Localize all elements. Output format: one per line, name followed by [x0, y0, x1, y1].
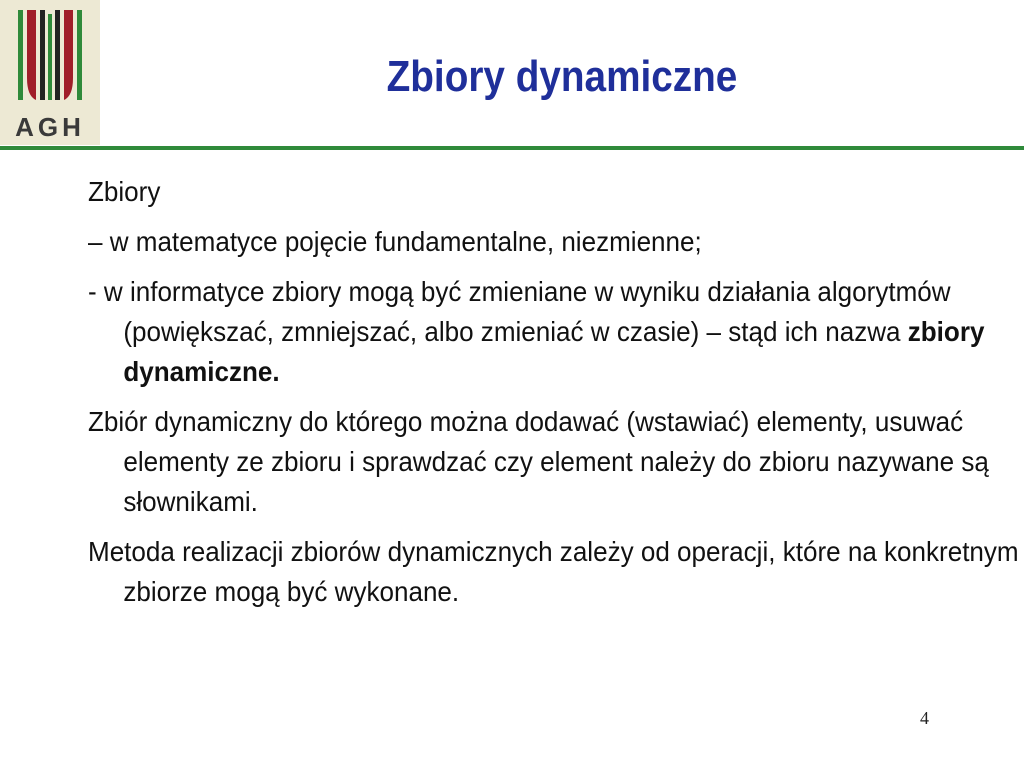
- paragraph-text: Metoda realizacji zbiorów dynamicznych zależy od operacji, które na konkretnym zbiorze mogą być wykonane.: [88, 536, 1019, 607]
- agh-emblem-icon: [0, 0, 100, 112]
- slide-title: Zbiory dynamiczne: [386, 52, 738, 101]
- paragraph-text: Zbiór dynamiczny do którego można dodawać (wstawiać) elementy, usuwać elementy ze zbioru i sprawdzać czy element należy do zbioru nazywane są słownikami.: [88, 406, 989, 517]
- bold-term: zbiory dynamiczne.: [123, 316, 985, 387]
- paragraph-metoda: [88, 532, 1024, 612]
- paragraph-text: – w matematyce pojęcie fundamentalne, niezmienne;: [88, 226, 702, 257]
- slide-body: [88, 172, 1019, 622]
- paragraph-matematyka: [88, 222, 1024, 262]
- logo-text: AGH: [15, 112, 85, 142]
- header-divider: [0, 146, 1024, 150]
- page-number: 4: [920, 708, 929, 728]
- paragraph-text: Zbiory: [88, 176, 161, 207]
- agh-logo: [0, 0, 100, 145]
- paragraph-zbior-dynamiczny: [88, 402, 1024, 522]
- paragraph-text: - w informatyce zbiory mogą być zmieniane w wyniku działania algorytmów (powiększać, zmniejszać, albo zmieniać w czasie) – stąd ich nazwa: [88, 276, 951, 347]
- paragraph-informatyka: [88, 272, 1024, 392]
- paragraph-zbiory: [88, 172, 1024, 212]
